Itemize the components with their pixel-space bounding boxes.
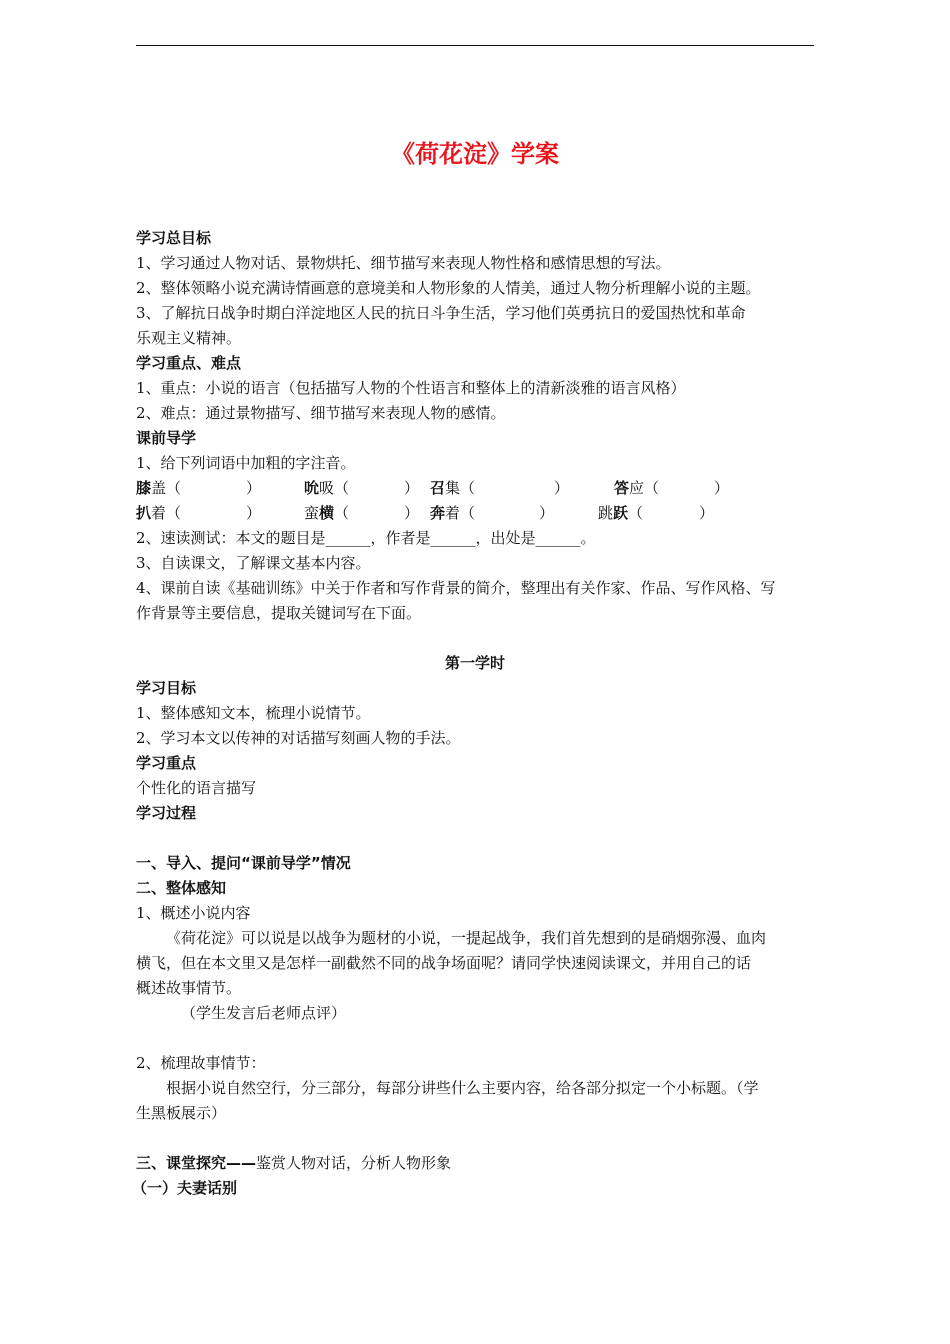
paragraph-1c: 概述故事情节。 (136, 979, 242, 997)
section-heading-preview: 课前导学 (136, 429, 197, 447)
keypoint-line-2: 2、难点：通过景物描写、细节描写来表现人物的感情。 (136, 404, 506, 422)
process-step-2-2: 2、梳理故事情节： (136, 1054, 266, 1072)
goal-line-2: 2、整体领略小说充满诗情画意的意境美和人物形象的人情美，通过人物分析理解小说的主题。 (136, 279, 761, 297)
preview-line-4a: 4、课前自读《基础训练》中关于作者和写作背景的简介，整理出有关作家、作品、写作风格、写 (136, 579, 776, 597)
goal-line-1: 1、学习通过人物对话、景物烘托、细节描写来表现人物性格和感情思想的写法。 (136, 254, 671, 272)
word-item: 跳跃（ (598, 504, 644, 522)
word-blank-close: ） (699, 504, 715, 522)
preview-line-2: 2、速读测试：本文的题目是______，作者是______，出处是______。 (136, 529, 596, 547)
process-step-2-1: 1、概述小说内容 (136, 904, 251, 922)
word-item: 蛮横（ (304, 504, 350, 522)
header-rule (136, 45, 814, 46)
preview-line-1: 1、给下列词语中加粗的字注音。 (136, 454, 356, 472)
word-item: 吮吸（ (304, 479, 350, 497)
word-blank-close: ） (404, 504, 420, 522)
document-title: 《荷花淀》学案 (391, 140, 559, 168)
word-item: 奔着（ (430, 504, 476, 522)
process-step-3-1: （一）夫妻话别 (132, 1179, 238, 1197)
word-blank-close: ） (246, 479, 262, 497)
process-step-2: 二、整体感知 (136, 879, 227, 897)
lesson-goal-1: 1、整体感知文本，梳理小说情节。 (136, 704, 371, 722)
process-step-1: 一、导入、提问“课前导学”情况 (136, 854, 351, 872)
word-row-1 (136, 478, 814, 500)
process-step-3: 三、课堂探究——鉴赏人物对话，分析人物形象 (136, 1154, 452, 1172)
section-heading-keypoints: 学习重点、难点 (136, 354, 242, 372)
lesson-process-heading: 学习过程 (136, 804, 197, 822)
preview-line-4b: 作背景等主要信息，提取关键词写在下面。 (136, 604, 422, 622)
word-item: 答应（ (614, 479, 660, 497)
word-blank-close: ） (404, 479, 420, 497)
goal-line-3a: 3、了解抗日战争时期白洋淀地区人民的抗日斗争生活，学习他们英勇抗日的爱国热忱和革命 (136, 304, 746, 322)
paragraph-2a: 根据小说自然空行，分三部分，每部分讲些什么主要内容，给各部分拟定一个小标题。（学 (166, 1079, 759, 1097)
word-blank-close: ） (246, 504, 262, 522)
lesson-goals-heading: 学习目标 (136, 679, 197, 697)
preview-line-3: 3、自读课文，了解课文基本内容。 (136, 554, 371, 572)
word-item: 膝盖（ (136, 479, 182, 497)
lesson-key-heading: 学习重点 (136, 754, 197, 772)
goal-line-3b: 乐观主义精神。 (136, 329, 242, 347)
lesson-key-text: 个性化的语言描写 (136, 779, 257, 797)
paragraph-1b: 横飞，但在本文里又是怎样一副截然不同的战争场面呢？请同学快速阅读课文，并用自己的话 (136, 954, 752, 972)
word-blank-close: ） (539, 504, 555, 522)
word-blank-close: ） (554, 479, 570, 497)
word-item: 扒着（ (136, 504, 182, 522)
word-blank-close: ） (714, 479, 730, 497)
teacher-note: （学生发言后老师点评） (181, 1004, 347, 1022)
paragraph-1a: 《荷花淀》可以说是以战争为题材的小说，一提起战争，我们首先想到的是硝烟弥漫、血肉 (166, 929, 767, 947)
lesson-heading: 第一学时 (444, 654, 505, 672)
section-heading-goals: 学习总目标 (136, 229, 212, 247)
lesson-goal-2: 2、学习本文以传神的对话描写刻画人物的手法。 (136, 729, 461, 747)
word-item: 召集（ (430, 479, 476, 497)
paragraph-2b: 生黑板展示） (136, 1104, 227, 1122)
keypoint-line-1: 1、重点：小说的语言（包括描写人物的个性语言和整体上的清新淡雅的语言风格） (136, 379, 686, 397)
word-row-2 (136, 503, 814, 525)
